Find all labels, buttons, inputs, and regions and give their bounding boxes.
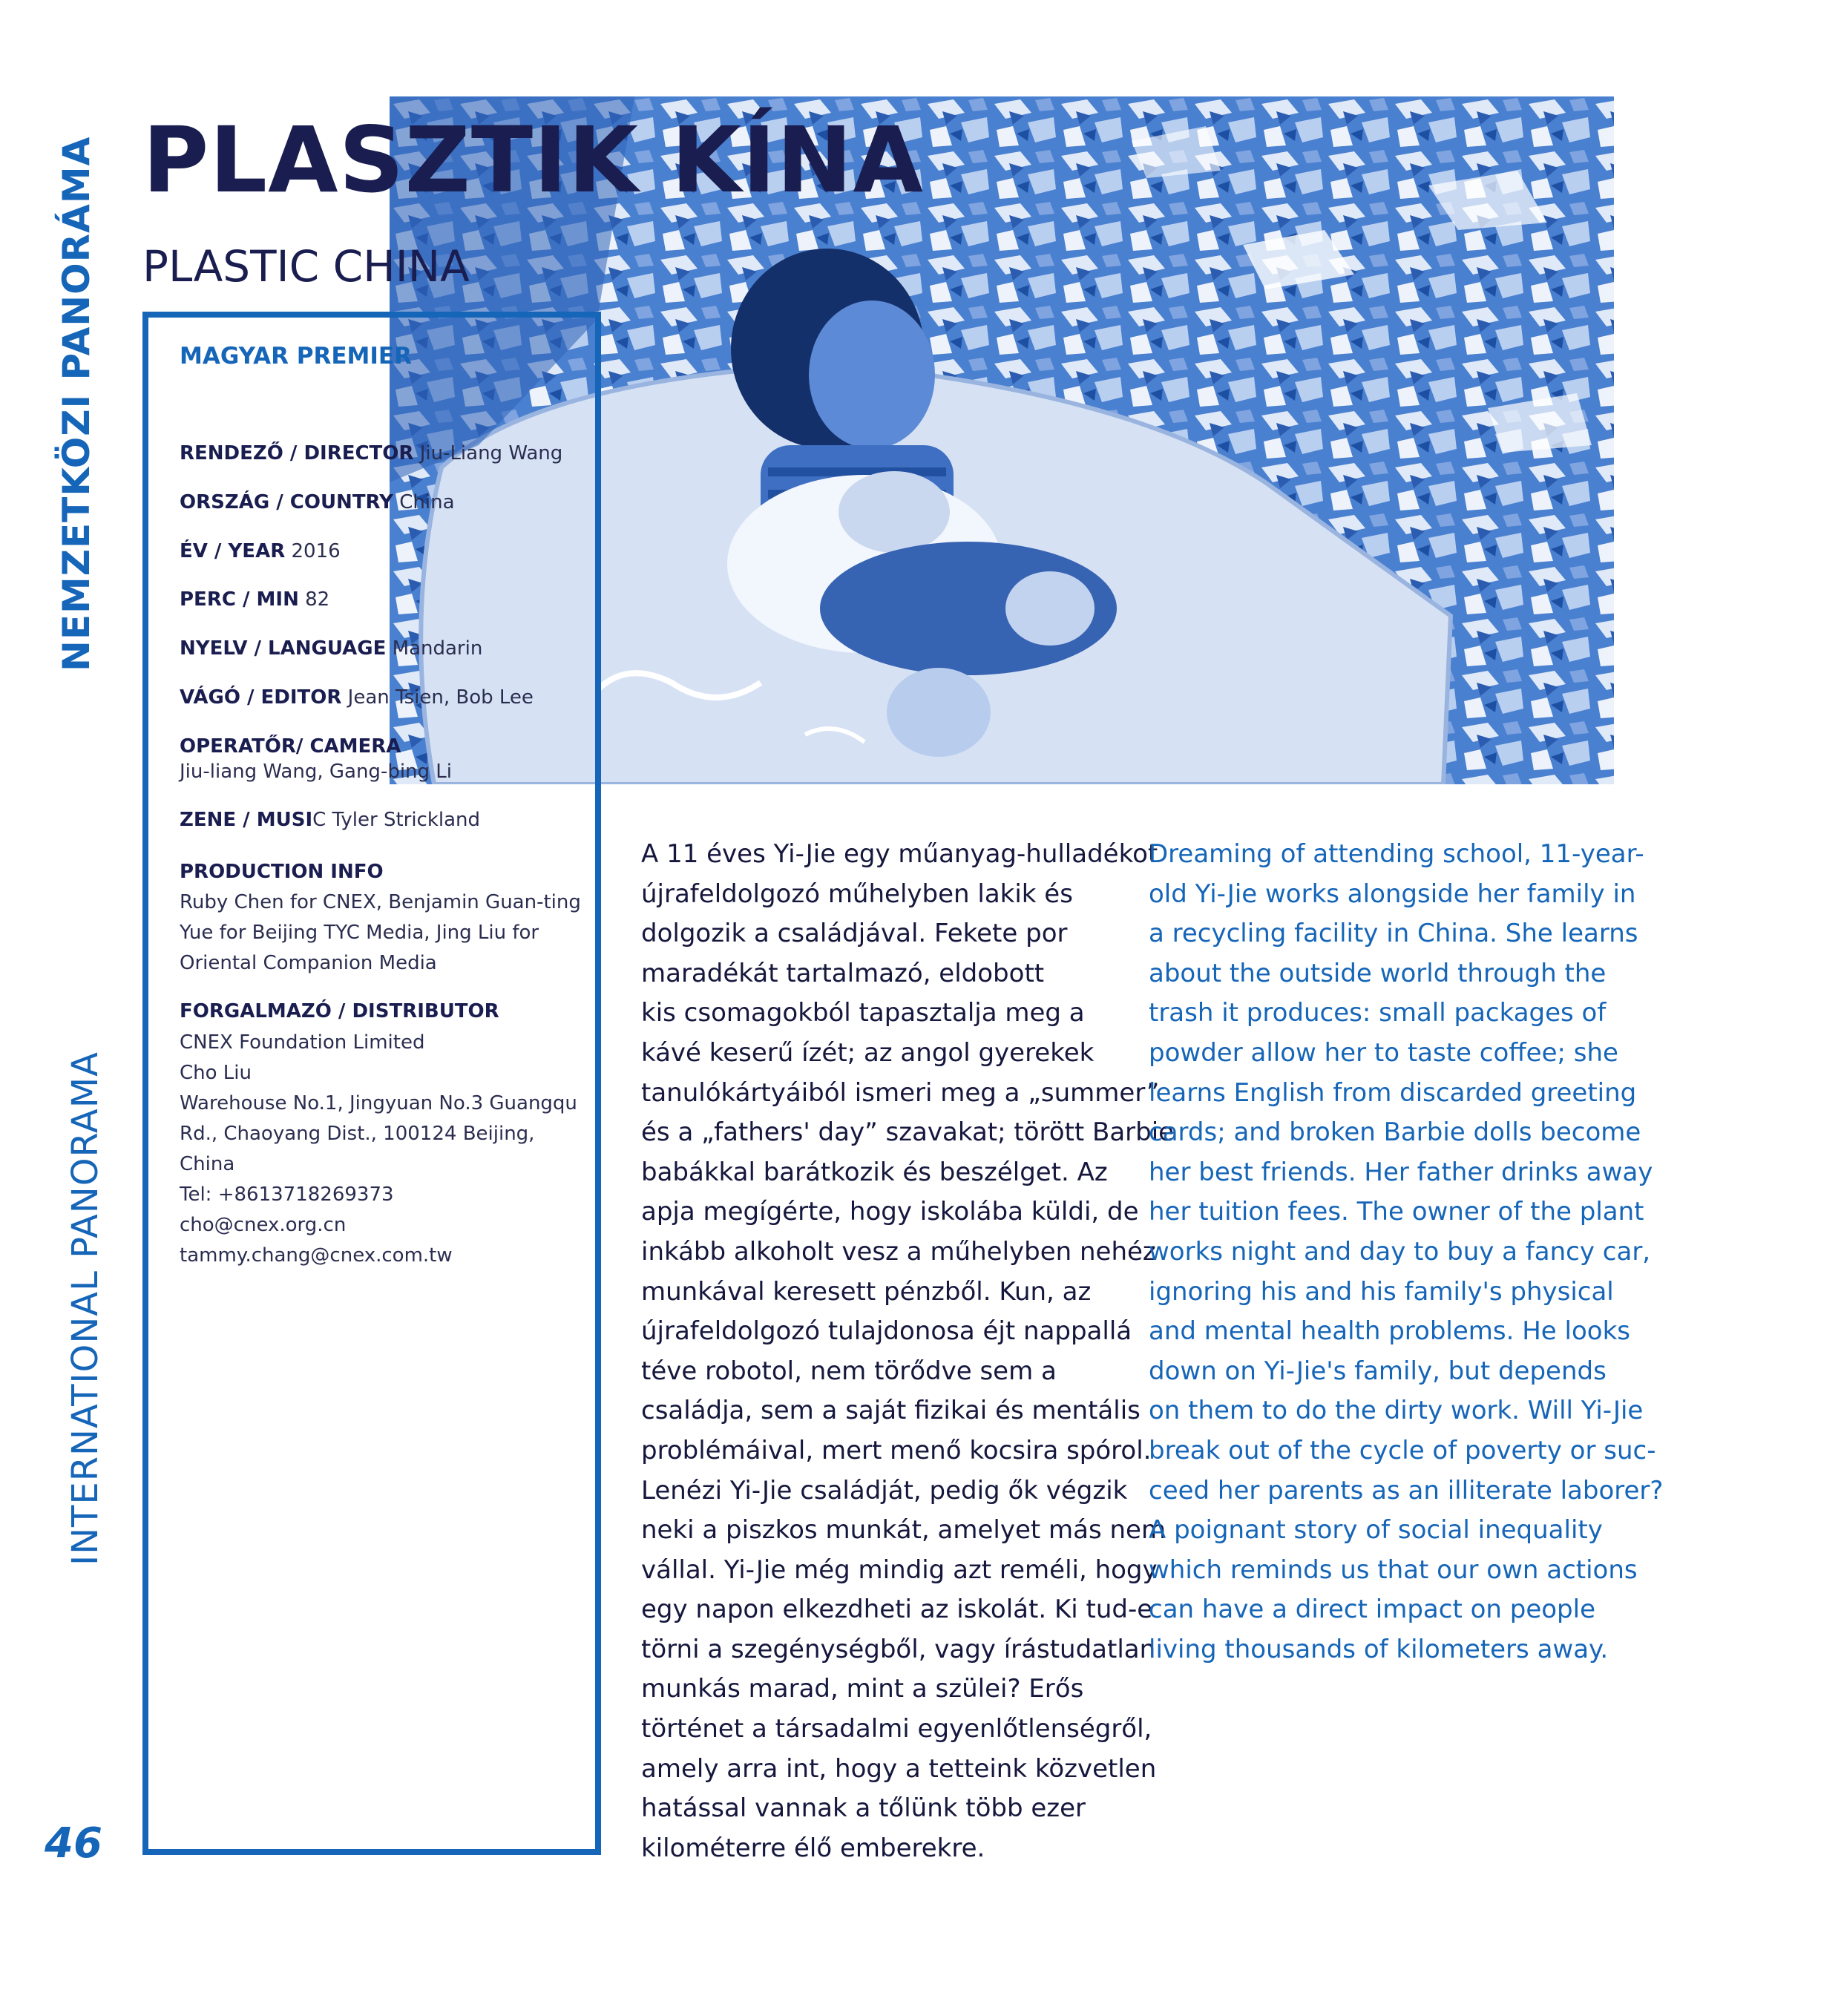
distributor-line: CNEX Foundation Limited	[180, 1031, 425, 1054]
synopsis-line: munkával keresett pénzből. Kun, az	[641, 1276, 1092, 1307]
credit-label: OPERATŐR/ CAMERA	[180, 735, 401, 758]
synopsis-line: living thousands of kilometers away.	[1149, 1634, 1609, 1664]
credit-value: China	[399, 490, 455, 513]
synopsis-line: trash it produces: small packages of	[1149, 998, 1607, 1028]
synopsis-line: ignoring his and his family's physical	[1149, 1276, 1614, 1307]
synopsis-line: maradékát tartalmazó, eldobott	[641, 958, 1045, 988]
synopsis-line: Lenézi Yi-Jie családját, pedig ők végzik	[641, 1475, 1128, 1506]
credit-value: Jiu-Liang Wang	[419, 442, 563, 464]
distributor-line: Warehouse No.1, Jingyuan No.3 Guangqu	[180, 1091, 577, 1114]
credit-director	[180, 441, 595, 467]
page-number: 46	[45, 1819, 102, 1868]
credit-value: Mandarin	[392, 637, 483, 660]
section-label-hu: NEMZETKÖZI PANORÁMA	[55, 136, 98, 672]
distributor-line: Rd., Chaoyang Dist., 100124 Beijing, China	[180, 1122, 535, 1175]
credit-value: Tyler Strickland	[332, 809, 481, 832]
synopsis-line: történet a társadalmi egyenlőtlenségről,	[641, 1714, 1152, 1744]
production-info	[180, 857, 595, 979]
credit-year	[180, 539, 595, 565]
distributor-info	[180, 996, 595, 1271]
synopsis-line: kilométerre élő emberekre.	[641, 1833, 985, 1863]
synopsis-line: vállal. Yi-Jie még mindig azt reméli, hogy	[641, 1554, 1158, 1585]
synopsis-line: and mental health problems. He looks	[1149, 1316, 1630, 1347]
credit-language	[180, 637, 595, 662]
synopsis-line: old Yi-Jie works alongside her family in	[1149, 879, 1636, 909]
synopsis-line: works night and day to buy a fancy car,	[1149, 1236, 1651, 1267]
credit-value: Jean Tsien, Bob Lee	[347, 686, 534, 709]
distributor-line: Cho Liu	[180, 1061, 252, 1084]
distributor-email[interactable]: cho@cnex.org.cn	[180, 1214, 347, 1237]
distributor-email[interactable]: tammy.chang@cnex.com.tw	[180, 1244, 453, 1267]
synopsis-line: a recycling facility in China. She learns	[1149, 919, 1638, 949]
synopsis-line: powder allow her to taste coffee; she	[1149, 1037, 1618, 1068]
credit-label: ÉV / YEAR	[180, 539, 286, 562]
synopsis-line: learns English from discarded greeting	[1149, 1077, 1637, 1108]
synopsis-line: egy napon elkezdheti az iskolát. Ki tud-e	[641, 1595, 1153, 1625]
credit-label: RENDEZŐ / DIRECTOR	[180, 442, 414, 464]
synopsis-line: újrafeldolgozó tulajdonosa éjt nappallá	[641, 1316, 1132, 1347]
synopsis-line: kávé keserű ízét; az angol gyerekek	[641, 1037, 1095, 1068]
credit-editor	[180, 686, 595, 711]
synopsis-line: újrafeldolgozó műhelyben lakik és	[641, 879, 1073, 909]
credit-label: VÁGÓ / EDITOR	[180, 686, 342, 709]
synopsis-line: can have a direct impact on people	[1149, 1595, 1595, 1625]
synopsis-english	[1149, 835, 1664, 1669]
synopsis-line: about the outside world through the	[1149, 958, 1607, 988]
credit-music	[180, 808, 595, 833]
synopsis-line: her best friends. Her father drinks away	[1149, 1157, 1653, 1187]
synopsis-line: down on Yi-Jie's family, but depends	[1149, 1356, 1607, 1386]
credit-value: 2016	[291, 539, 341, 562]
synopsis-line: neki a piszkos munkát, amelyet más nem	[641, 1515, 1166, 1546]
production-line: Ruby Chen for CNEX, Benjamin Guan-ting	[180, 891, 581, 914]
synopsis-line: kis csomagokból tapasztalja meg a	[641, 998, 1085, 1028]
credit-label: PERC / MIN	[180, 588, 299, 611]
credit-label-tail: C	[312, 809, 326, 832]
credits-list	[180, 441, 595, 1289]
film-title: PLASZTIK KÍNA	[142, 108, 924, 213]
synopsis-line: problémáival, mert menő kocsira spórol.	[641, 1435, 1152, 1465]
distributor-label: FORGALMAZÓ / DISTRIBUTOR	[180, 1000, 499, 1023]
synopsis-line: apja megígérte, hogy iskolába küldi, de	[641, 1197, 1139, 1227]
synopsis-line: inkább alkoholt vesz a műhelyben nehéz	[641, 1236, 1156, 1267]
production-line: Oriental Companion Media	[180, 952, 437, 975]
synopsis-line: babákkal barátkozik és beszélget. Az	[641, 1157, 1108, 1187]
synopsis-line: A 11 éves Yi-Jie egy műanyag-hulladékot	[641, 839, 1158, 869]
credit-label: ORSZÁG / COUNTRY	[180, 490, 393, 513]
credit-country	[180, 490, 595, 516]
production-line: Yue for Beijing TYC Media, Jing Liu for	[180, 922, 539, 945]
credit-minutes	[180, 588, 595, 613]
synopsis-line: break out of the cycle of poverty or suc-	[1149, 1435, 1656, 1465]
synopsis-line: Dreaming of attending school, 11-year-	[1149, 839, 1644, 869]
synopsis-line: téve robotol, nem törődve sem a	[641, 1356, 1057, 1386]
credit-camera	[180, 735, 595, 785]
distributor-phone: Tel: +8613718269373	[180, 1183, 394, 1206]
synopsis-line: dolgozik a családjával. Fekete por	[641, 919, 1068, 949]
synopsis-line: hatással vannak a tőlünk több ezer	[641, 1793, 1086, 1824]
synopsis-line: törni a szegénységből, vagy írástudatlan	[641, 1634, 1156, 1664]
premier-badge: MAGYAR PREMIER	[180, 343, 412, 370]
synopsis-line: amely arra int, hogy a tetteink közvetlen	[641, 1753, 1157, 1784]
credit-value: Jiu-liang Wang, Gang-bing Li	[180, 760, 452, 783]
synopsis-line: cards; and broken Barbie dolls become	[1149, 1117, 1641, 1148]
synopsis-line: on them to do the dirty work. Will Yi-Jie	[1149, 1396, 1644, 1426]
synopsis-line: és a „fathers' day” szavakat; törött Barbie	[641, 1117, 1175, 1148]
synopsis-line: tanulókártyáiból ismeri meg a „summer”	[641, 1077, 1160, 1108]
credit-value: 82	[305, 588, 330, 611]
synopsis-line: her tuition fees. The owner of the plant	[1149, 1197, 1644, 1227]
synopsis-line: ceed her parents as an illiterate laborer?	[1149, 1475, 1664, 1506]
credit-label: ZENE / MUSI	[180, 809, 313, 832]
synopsis-line: munkás marad, mint a szülei? Erős	[641, 1674, 1084, 1704]
synopsis-line: which reminds us that our own actions	[1149, 1554, 1638, 1585]
production-label: PRODUCTION INFO	[180, 861, 384, 884]
credit-label: NYELV / LANGUAGE	[180, 637, 387, 660]
synopsis-hungarian	[641, 835, 1175, 1868]
section-label-en: INTERNATIONAL PANORAMA	[65, 1051, 106, 1566]
film-title-english: PLASTIC CHINA	[142, 241, 470, 292]
synopsis-line: A poignant story of social inequality	[1149, 1515, 1603, 1546]
synopsis-line: családja, sem a saját fizikai és mentális	[641, 1396, 1141, 1426]
